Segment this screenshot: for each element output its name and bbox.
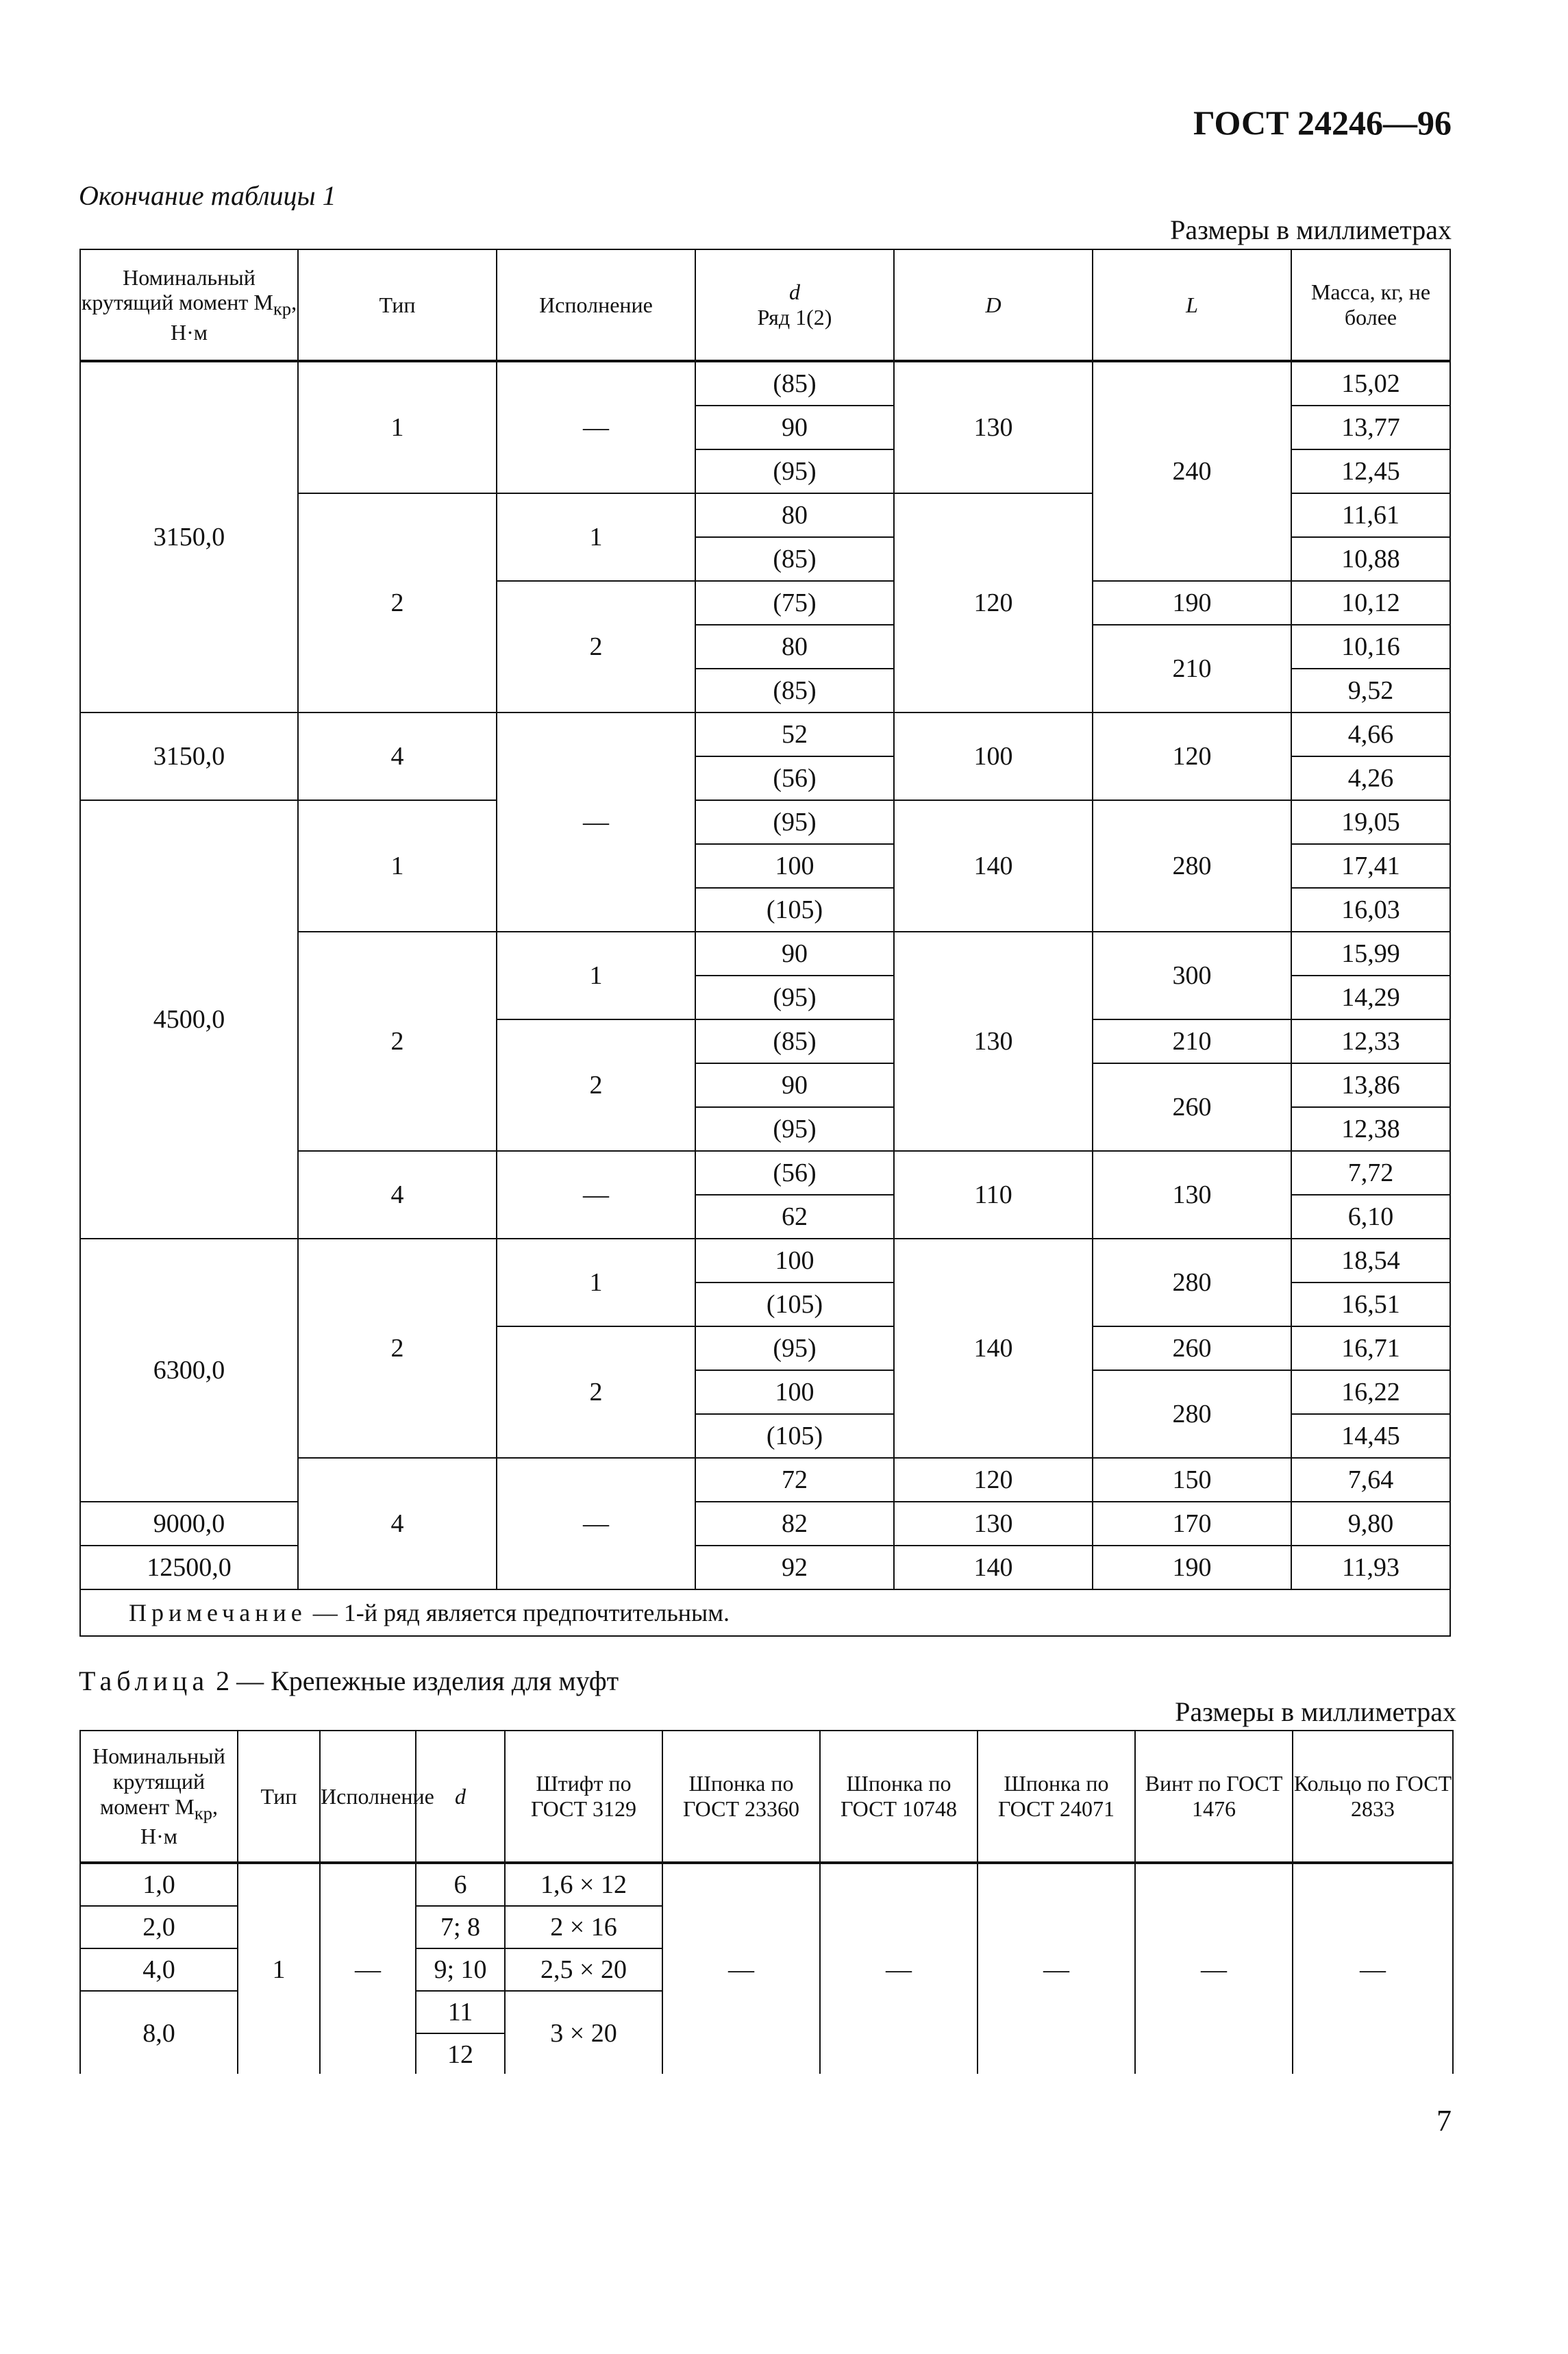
cell-D: 130	[894, 932, 1093, 1151]
cell-D: 130	[894, 361, 1093, 493]
cell-mass: 16,51	[1291, 1283, 1450, 1326]
cell-L: 260	[1093, 1063, 1291, 1151]
cell-torque: 12500,0	[80, 1546, 298, 1589]
cell-version: 2	[497, 1019, 695, 1151]
cell-L: 190	[1093, 1546, 1291, 1589]
cell-type: 4	[298, 713, 497, 800]
cell-L: 170	[1093, 1502, 1291, 1546]
cell-torque: 3150,0	[80, 361, 298, 713]
cell-torque: 1,0	[80, 1863, 238, 1906]
cell-screw: —	[1135, 1863, 1293, 2075]
cell-version: —	[497, 713, 695, 932]
cell-torque: 9000,0	[80, 1502, 298, 1546]
cell-d: 52	[695, 713, 894, 756]
cell-ring: —	[1293, 1863, 1453, 2075]
cell-type: 2	[298, 1239, 497, 1458]
cell-d: (75)	[695, 581, 894, 625]
cell-d: (95)	[695, 449, 894, 493]
cell-d: 100	[695, 1239, 894, 1283]
table-cutoff-mask	[79, 2074, 1456, 2094]
table1-continuation-caption: Окончание таблицы 1	[79, 180, 336, 211]
header-pin: Штифт по ГОСТ 3129	[505, 1731, 662, 1863]
table-row	[80, 713, 1450, 756]
cell-torque: 6300,0	[80, 1239, 298, 1502]
cell-d: (95)	[695, 976, 894, 1019]
cell-mass: 10,88	[1291, 537, 1450, 581]
cell-mass: 16,71	[1291, 1326, 1450, 1370]
cell-mass: 7,64	[1291, 1458, 1450, 1502]
cell-D: 140	[894, 1239, 1093, 1458]
table-row	[80, 1502, 1450, 1546]
header-version: Исполнение	[320, 1731, 416, 1863]
cell-d: 80	[695, 625, 894, 669]
cell-pin: 1,6 × 12	[505, 1863, 662, 1906]
cell-d: 90	[695, 1063, 894, 1107]
cell-L: 280	[1093, 1370, 1291, 1458]
cell-D: 110	[894, 1151, 1093, 1239]
cell-mass: 19,05	[1291, 800, 1450, 844]
cell-mass: 16,03	[1291, 888, 1450, 932]
cell-version: 1	[497, 493, 695, 581]
cell-d: 11	[416, 1991, 505, 2033]
table-row	[80, 1239, 1450, 1283]
cell-d: 100	[695, 844, 894, 888]
cell-mass: 12,38	[1291, 1107, 1450, 1151]
cell-key-23360: —	[662, 1863, 820, 2075]
cell-D: 100	[894, 713, 1093, 800]
cell-torque: 3150,0	[80, 713, 298, 800]
cell-D: 140	[894, 1546, 1093, 1589]
cell-D: 120	[894, 493, 1093, 713]
cell-mass: 11,93	[1291, 1546, 1450, 1589]
cell-L: 240	[1093, 361, 1291, 581]
cell-mass: 9,52	[1291, 669, 1450, 713]
cell-D: 120	[894, 1458, 1093, 1502]
header-d: d Ряд 1(2)	[695, 249, 894, 361]
table1-units-note: Размеры в миллиметрах	[1170, 214, 1452, 245]
cell-mass: 13,77	[1291, 406, 1450, 449]
cell-mass: 13,86	[1291, 1063, 1450, 1107]
cell-D: 130	[894, 1502, 1093, 1546]
cell-d: 12	[416, 2033, 505, 2075]
cell-version: 1	[497, 1239, 695, 1326]
cell-torque: 4,0	[80, 1948, 238, 1991]
cell-L: 130	[1093, 1151, 1291, 1239]
cell-type: 4	[298, 1151, 497, 1239]
cell-mass: 11,61	[1291, 493, 1450, 537]
cell-type: 1	[298, 361, 497, 493]
cell-pin: 3 × 20	[505, 1991, 662, 2075]
cell-pin: 2 × 16	[505, 1906, 662, 1948]
cell-d: (95)	[695, 800, 894, 844]
cell-version: —	[497, 1151, 695, 1239]
cell-d: (85)	[695, 361, 894, 406]
cell-key-24071: —	[978, 1863, 1135, 2075]
cell-L: 120	[1093, 713, 1291, 800]
cell-version: 2	[497, 1326, 695, 1458]
cell-type: 2	[298, 932, 497, 1151]
cell-L: 210	[1093, 625, 1291, 713]
cell-L: 300	[1093, 932, 1291, 1019]
header-torque: Номинальный крутящий момент $М_{кр}$, Н·м	[80, 1731, 238, 1863]
table-row	[80, 1863, 1453, 1906]
cell-d: 80	[695, 493, 894, 537]
cell-d: (85)	[695, 1019, 894, 1063]
cell-version: —	[497, 361, 695, 493]
cell-mass: 9,80	[1291, 1502, 1450, 1546]
cell-key-10748: —	[820, 1863, 978, 2075]
header-D: D	[894, 249, 1093, 361]
cell-mass: 12,33	[1291, 1019, 1450, 1063]
cell-d: 92	[695, 1546, 894, 1589]
cell-version: 2	[497, 581, 695, 713]
cell-d: 72	[695, 1458, 894, 1502]
cell-mass: 18,54	[1291, 1239, 1450, 1283]
header-type: Тип	[238, 1731, 320, 1863]
cell-d: (95)	[695, 1107, 894, 1151]
cell-d: (95)	[695, 1326, 894, 1370]
cell-torque: 8,0	[80, 1991, 238, 2075]
cell-mass: 12,45	[1291, 449, 1450, 493]
header-version: Исполнение	[497, 249, 695, 361]
table-row	[80, 361, 1450, 406]
table-note: Примечание — 1-й ряд является предпочтительным.	[80, 1589, 1450, 1636]
cell-d: (56)	[695, 756, 894, 800]
cell-d: (56)	[695, 1151, 894, 1195]
cell-version: —	[497, 1458, 695, 1589]
cell-d: 9; 10	[416, 1948, 505, 1991]
header-key-10748: Шпонка по ГОСТ 10748	[820, 1731, 978, 1863]
cell-mass: 14,45	[1291, 1414, 1450, 1458]
table2-title: Таблица 2 — Крепежные изделия для муфт	[79, 1665, 619, 1696]
cell-mass: 15,02	[1291, 361, 1450, 406]
cell-torque: 4500,0	[80, 800, 298, 1239]
cell-version: —	[320, 1863, 416, 2075]
cell-d: (105)	[695, 1283, 894, 1326]
header-L: L	[1093, 249, 1291, 361]
cell-d: 100	[695, 1370, 894, 1414]
cell-mass: 14,29	[1291, 976, 1450, 1019]
cell-d: (105)	[695, 888, 894, 932]
document-code: ГОСТ 24246—96	[1193, 103, 1452, 142]
cell-pin: 2,5 × 20	[505, 1948, 662, 1991]
cell-type: 1	[298, 800, 497, 932]
cell-d: 6	[416, 1863, 505, 1906]
table-2-fasteners	[79, 1730, 1454, 2076]
cell-mass: 10,16	[1291, 625, 1450, 669]
cell-d: (85)	[695, 537, 894, 581]
header-d: d	[416, 1731, 505, 1863]
table-header-row	[80, 1731, 1453, 1863]
page-number: 7	[1436, 2104, 1452, 2138]
cell-d: 62	[695, 1195, 894, 1239]
cell-torque: 2,0	[80, 1906, 238, 1948]
cell-mass: 4,66	[1291, 713, 1450, 756]
cell-d: 82	[695, 1502, 894, 1546]
cell-L: 280	[1093, 1239, 1291, 1326]
header-type: Тип	[298, 249, 497, 361]
cell-d: (105)	[695, 1414, 894, 1458]
cell-d: 90	[695, 932, 894, 976]
table-row	[80, 800, 1450, 844]
cell-mass: 4,26	[1291, 756, 1450, 800]
cell-L: 210	[1093, 1019, 1291, 1063]
table-row	[80, 1546, 1450, 1589]
cell-mass: 6,10	[1291, 1195, 1450, 1239]
cell-mass: 15,99	[1291, 932, 1450, 976]
cell-type: 1	[238, 1863, 320, 2075]
header-torque: Номинальный крутящий момент $М_{кр}$, Н·м	[80, 249, 298, 361]
header-ring: Кольцо по ГОСТ 2833	[1293, 1731, 1453, 1863]
cell-L: 260	[1093, 1326, 1291, 1370]
table-header-row	[80, 249, 1450, 361]
table2-units-note: Размеры в миллиметрах	[1175, 1696, 1456, 1727]
cell-mass: 16,22	[1291, 1370, 1450, 1414]
header-key-23360: Шпонка по ГОСТ 23360	[662, 1731, 820, 1863]
cell-d: 7; 8	[416, 1906, 505, 1948]
header-screw: Винт по ГОСТ 1476	[1135, 1731, 1293, 1863]
cell-L: 150	[1093, 1458, 1291, 1502]
cell-mass: 10,12	[1291, 581, 1450, 625]
cell-type: 2	[298, 493, 497, 713]
cell-version: 1	[497, 932, 695, 1019]
cell-L: 190	[1093, 581, 1291, 625]
cell-D: 140	[894, 800, 1093, 932]
cell-d: 90	[695, 406, 894, 449]
header-mass: Масса, кг, не более	[1291, 249, 1450, 361]
table-note-row	[80, 1589, 1450, 1636]
cell-L: 280	[1093, 800, 1291, 932]
cell-type: 4	[298, 1458, 497, 1589]
table-1-couplings	[79, 249, 1451, 1637]
header-key-24071: Шпонка по ГОСТ 24071	[978, 1731, 1135, 1863]
cell-mass: 17,41	[1291, 844, 1450, 888]
cell-mass: 7,72	[1291, 1151, 1450, 1195]
cell-d: (85)	[695, 669, 894, 713]
